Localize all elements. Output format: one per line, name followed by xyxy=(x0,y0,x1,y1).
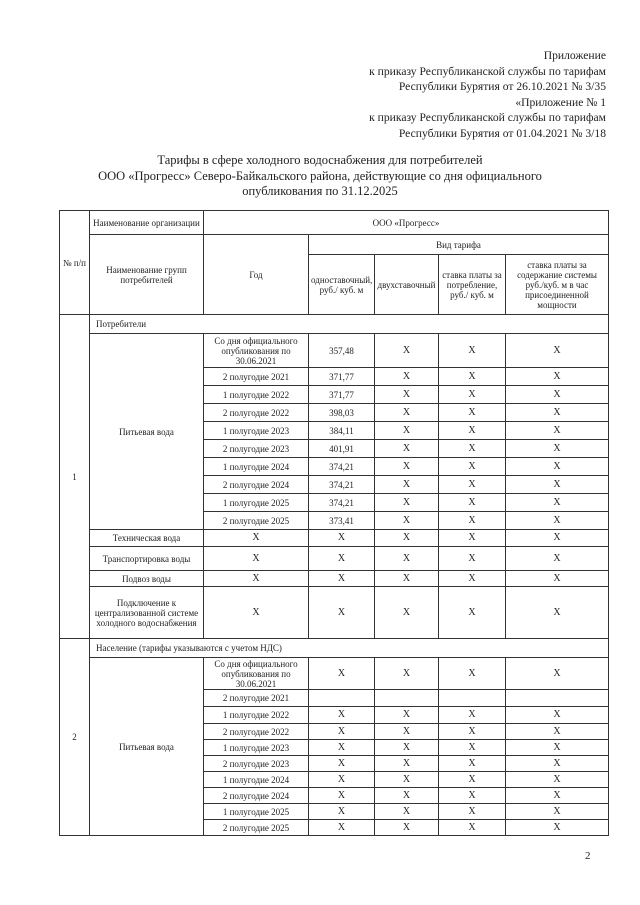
maintenance-rate-cell: X xyxy=(506,707,609,724)
maintenance-rate-cell: X xyxy=(506,740,609,756)
consumption-rate-cell: X xyxy=(439,587,506,639)
single-rate-cell: X xyxy=(309,547,375,571)
section-row xyxy=(60,315,609,334)
period-cell: Со дня официального опубликования по 30.06.2021 xyxy=(204,658,309,690)
consumption-rate-cell: X xyxy=(439,772,506,788)
consumer-group: Питьевая вода xyxy=(90,658,204,836)
maintenance-rate-cell: X xyxy=(506,404,609,422)
maintenance-rate-cell: X xyxy=(506,458,609,476)
table-row xyxy=(60,530,609,547)
maintenance-rate-cell: X xyxy=(506,804,609,820)
appendix-header xyxy=(369,48,606,141)
consumption-rate-cell: X xyxy=(439,422,506,440)
period-cell: 2 полугодие 2022 xyxy=(204,404,309,422)
double-rate-cell: X xyxy=(375,494,439,512)
double-rate-cell: X xyxy=(375,772,439,788)
maintenance-rate-cell: X xyxy=(506,658,609,690)
maintenance-rate-cell: X xyxy=(506,587,609,639)
period-cell: 1 полугодие 2023 xyxy=(204,740,309,756)
section-row xyxy=(60,639,609,658)
maintenance-rate-cell: X xyxy=(506,820,609,836)
maintenance-rate-cell: X xyxy=(506,571,609,587)
maintenance-rate-cell: X xyxy=(506,788,609,804)
double-rate-cell: X xyxy=(375,512,439,530)
consumption-rate-cell: X xyxy=(439,820,506,836)
period-cell: 1 полугодие 2025 xyxy=(204,494,309,512)
consumption-rate-cell: X xyxy=(439,571,506,587)
double-rate-cell: X xyxy=(375,476,439,494)
consumption-rate-cell: X xyxy=(439,530,506,547)
consumption-rate-cell: X xyxy=(439,440,506,458)
double-rate-cell: X xyxy=(375,724,439,740)
consumption-rate-cell: X xyxy=(439,404,506,422)
maintenance-rate-cell: X xyxy=(506,334,609,368)
period-cell: 2 полугодие 2024 xyxy=(204,476,309,494)
single-rate-cell: 357,48 xyxy=(309,334,375,368)
single-rate-cell: 371,77 xyxy=(309,368,375,386)
table-row xyxy=(60,571,609,587)
double-rate-cell: X xyxy=(375,440,439,458)
double-rate-cell: X xyxy=(375,788,439,804)
table-header-row xyxy=(60,235,609,255)
tariff-table xyxy=(59,210,609,836)
single-rate-cell xyxy=(309,690,375,707)
period-cell: 2 полугодие 2023 xyxy=(204,440,309,458)
period-cell: X xyxy=(204,547,309,571)
consumption-rate-cell: X xyxy=(439,740,506,756)
maintenance-rate-cell: X xyxy=(506,724,609,740)
double-rate-cell: X xyxy=(375,547,439,571)
col-type-header: Вид тарифа xyxy=(309,235,609,255)
double-rate-cell: X xyxy=(375,458,439,476)
double-rate-cell: X xyxy=(375,334,439,368)
section-label: Население (тарифы указываются с учетом НДС) xyxy=(90,639,609,658)
table-header-row xyxy=(60,211,609,235)
double-rate-cell: X xyxy=(375,386,439,404)
double-rate-cell: X xyxy=(375,422,439,440)
single-rate-cell: X xyxy=(309,707,375,724)
page-number: 2 xyxy=(585,850,591,862)
single-rate-cell: X xyxy=(309,788,375,804)
period-cell: Со дня официального опубликования по 30.06.2021 xyxy=(204,334,309,368)
double-rate-cell: X xyxy=(375,756,439,772)
single-rate-cell: 373,41 xyxy=(309,512,375,530)
org-name: ООО «Прогресс» xyxy=(204,211,609,235)
period-cell: X xyxy=(204,587,309,639)
single-rate-cell: X xyxy=(309,571,375,587)
single-rate-cell: 398,03 xyxy=(309,404,375,422)
single-rate-cell: 374,21 xyxy=(309,494,375,512)
maintenance-rate-cell: X xyxy=(506,547,609,571)
period-cell: 2 полугодие 2022 xyxy=(204,724,309,740)
col-num-header: № п/п xyxy=(60,211,90,315)
maintenance-rate-cell: X xyxy=(506,440,609,458)
single-rate-cell: X xyxy=(309,740,375,756)
header-line: к приказу Республиканской службы по тарифам xyxy=(369,111,606,124)
period-cell: 1 полугодие 2025 xyxy=(204,804,309,820)
single-rate-cell: X xyxy=(309,772,375,788)
col-double-header: двухставочный xyxy=(375,255,439,315)
table-row xyxy=(60,658,609,690)
consumer-group: Питьевая вода xyxy=(90,334,204,530)
table-row xyxy=(60,547,609,571)
col-group-header: Наименование групп потребителей xyxy=(90,235,204,315)
consumption-rate-cell: X xyxy=(439,512,506,530)
header-line: Республики Бурятия от 26.10.2021 № 3/35 xyxy=(398,80,606,93)
title-line: Тарифы в сфере холодного водоснабжения для потребителей xyxy=(157,153,483,167)
consumption-rate-cell: X xyxy=(439,724,506,740)
consumer-group: Подключение к централизованной системе холодного водоснабжения xyxy=(90,587,204,639)
period-cell: 2 полугодие 2024 xyxy=(204,788,309,804)
period-cell: X xyxy=(204,571,309,587)
consumption-rate-cell: X xyxy=(439,458,506,476)
consumption-rate-cell xyxy=(439,690,506,707)
double-rate-cell: X xyxy=(375,820,439,836)
maintenance-rate-cell: X xyxy=(506,530,609,547)
maintenance-rate-cell: X xyxy=(506,772,609,788)
maintenance-rate-cell: X xyxy=(506,512,609,530)
period-cell: 1 полугодие 2022 xyxy=(204,707,309,724)
period-cell: 2 полугодие 2025 xyxy=(204,820,309,836)
consumption-rate-cell: X xyxy=(439,756,506,772)
maintenance-rate-cell: X xyxy=(506,494,609,512)
consumption-rate-cell: X xyxy=(439,386,506,404)
single-rate-cell: 374,21 xyxy=(309,458,375,476)
maintenance-rate-cell: X xyxy=(506,476,609,494)
consumption-rate-cell: X xyxy=(439,334,506,368)
consumption-rate-cell: X xyxy=(439,547,506,571)
section-number: 2 xyxy=(60,639,90,836)
consumption-rate-cell: X xyxy=(439,788,506,804)
header-line: к приказу Республиканской службы по тарифам xyxy=(369,64,606,78)
period-cell: 2 полугодие 2021 xyxy=(204,690,309,707)
single-rate-cell: X xyxy=(309,530,375,547)
single-rate-cell: 371,77 xyxy=(309,386,375,404)
period-cell: X xyxy=(204,530,309,547)
header-line: «Приложение № 1 xyxy=(515,95,606,109)
period-cell: 1 полугодие 2024 xyxy=(204,458,309,476)
col-org-header: Наименование организации xyxy=(90,211,204,235)
double-rate-cell: X xyxy=(375,707,439,724)
table-row xyxy=(60,334,609,368)
consumer-group: Подвоз воды xyxy=(90,571,204,587)
col-maintenance-header: ставка платы за содержание системы руб./куб. м в час присоединенной мощности xyxy=(506,255,609,315)
double-rate-cell: X xyxy=(375,368,439,386)
consumer-group: Транспортировка воды xyxy=(90,547,204,571)
period-cell: 1 полугодие 2024 xyxy=(204,772,309,788)
single-rate-cell: 374,21 xyxy=(309,476,375,494)
double-rate-cell: X xyxy=(375,804,439,820)
single-rate-cell: X xyxy=(309,658,375,690)
maintenance-rate-cell: X xyxy=(506,756,609,772)
single-rate-cell: 384,11 xyxy=(309,422,375,440)
double-rate-cell: X xyxy=(375,587,439,639)
period-cell: 1 полугодие 2022 xyxy=(204,386,309,404)
period-cell: 2 полугодие 2023 xyxy=(204,756,309,772)
period-cell: 2 полугодие 2021 xyxy=(204,368,309,386)
double-rate-cell xyxy=(375,690,439,707)
section-number: 1 xyxy=(60,315,90,639)
header-line: Республики Бурятия от 01.04.2021 № 3/18 xyxy=(398,126,606,140)
col-single-header: одноставочный, руб./ куб. м xyxy=(309,255,375,315)
consumption-rate-cell: X xyxy=(439,476,506,494)
document-title xyxy=(60,153,580,200)
double-rate-cell: X xyxy=(375,404,439,422)
consumer-group: Техническая вода xyxy=(90,530,204,547)
double-rate-cell: X xyxy=(375,658,439,690)
double-rate-cell: X xyxy=(375,740,439,756)
table-row xyxy=(60,587,609,639)
single-rate-cell: X xyxy=(309,587,375,639)
consumption-rate-cell: X xyxy=(439,368,506,386)
title-line: ООО «Прогресс» Северо-Байкальского района, действующие со дня официального xyxy=(98,168,542,183)
col-year-header: Год xyxy=(204,235,309,315)
header-line: Приложение xyxy=(543,49,606,62)
maintenance-rate-cell: X xyxy=(506,386,609,404)
double-rate-cell: X xyxy=(375,571,439,587)
title-line: опубликования по 31.12.2025 xyxy=(242,184,398,198)
maintenance-rate-cell xyxy=(506,690,609,707)
consumption-rate-cell: X xyxy=(439,494,506,512)
period-cell: 1 полугодие 2023 xyxy=(204,422,309,440)
single-rate-cell: 401,91 xyxy=(309,440,375,458)
single-rate-cell: X xyxy=(309,756,375,772)
double-rate-cell: X xyxy=(375,530,439,547)
consumption-rate-cell: X xyxy=(439,707,506,724)
single-rate-cell: X xyxy=(309,724,375,740)
maintenance-rate-cell: X xyxy=(506,422,609,440)
single-rate-cell: X xyxy=(309,820,375,836)
consumption-rate-cell: X xyxy=(439,658,506,690)
period-cell: 2 полугодие 2025 xyxy=(204,512,309,530)
maintenance-rate-cell: X xyxy=(506,368,609,386)
single-rate-cell: X xyxy=(309,804,375,820)
consumption-rate-cell: X xyxy=(439,804,506,820)
section-label: Потребители xyxy=(90,315,609,334)
col-consumption-header: ставка платы за потребление, руб./ куб. м xyxy=(439,255,506,315)
